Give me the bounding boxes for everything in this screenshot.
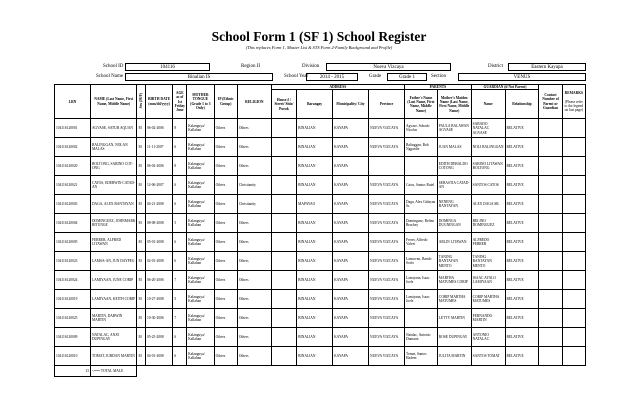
cell-ip: Others bbox=[214, 347, 237, 366]
col-municipality: Municipality/ City bbox=[333, 90, 369, 119]
cell-contact bbox=[539, 252, 562, 271]
cell-sex: M bbox=[137, 157, 145, 176]
cell-mother-tongue: Kalanguya/ Kallahan bbox=[187, 309, 214, 328]
cell-guardian-name: CORIP MARTHA MATUMES bbox=[471, 290, 505, 309]
cell-guardian-name: SABADO NATALAC AGVASE bbox=[471, 119, 505, 138]
table-row bbox=[55, 271, 586, 290]
cell-ip: Others bbox=[214, 195, 237, 214]
cell-sex: M bbox=[137, 195, 145, 214]
cell-mother: ARLIN LITAWAN bbox=[437, 233, 471, 252]
cell-remarks bbox=[562, 176, 585, 195]
table-row bbox=[55, 195, 586, 214]
cell-sex: M bbox=[137, 233, 145, 252]
cell-contact bbox=[539, 328, 562, 347]
col-birthdate: BIRTH DATE (mm/dd/yyyy) bbox=[145, 85, 172, 119]
cell-contact bbox=[539, 271, 562, 290]
col-remarks-label: REMARKS bbox=[564, 90, 583, 95]
cell-ip: Others bbox=[214, 252, 237, 271]
table-row bbox=[55, 328, 586, 347]
cell-lrn: 104116120010 bbox=[55, 347, 91, 366]
cell-mother-tongue: Kalanguya/ Kallahan bbox=[187, 119, 214, 138]
cell-religion: Christianity bbox=[237, 195, 271, 214]
cell-name: LAMIYAAN, KEITH CORIP bbox=[90, 290, 137, 309]
cell-sex: M bbox=[137, 290, 145, 309]
col-lrn: LRN bbox=[55, 85, 91, 119]
cell-mother-tongue: Kalanguya/ Kallahan bbox=[187, 290, 214, 309]
cell-contact bbox=[539, 309, 562, 328]
footer-arrow: <=== bbox=[91, 369, 101, 374]
cell-name: BALINGGAN, NOLAN MALAS bbox=[90, 138, 137, 157]
col-guardian: GUARDIAN (if Not Parent) bbox=[471, 85, 539, 90]
cell-remarks bbox=[562, 138, 585, 157]
cell-birthdate: 10-30-2006 bbox=[145, 309, 172, 328]
cell-province: NUEVA VIZCAYA bbox=[369, 195, 405, 214]
col-religion: RELIGION bbox=[237, 85, 271, 119]
table-row bbox=[55, 347, 586, 366]
cell-birthdate: 06-02-2006 bbox=[145, 157, 172, 176]
cell-father: Catos, Santos Ruiel bbox=[405, 176, 438, 195]
cell-age: 6 bbox=[173, 347, 187, 366]
cell-barangay: MAPAYAO bbox=[297, 195, 333, 214]
cell-mother-tongue: Kalanguya/ Kallahan bbox=[187, 157, 214, 176]
cell-relationship: RELATIVE bbox=[505, 233, 539, 252]
cell-lrn: 104116120004 bbox=[55, 214, 91, 233]
cell-municipality: KAYAPA bbox=[333, 309, 369, 328]
cell-mother-tongue: Kalanguya/ Kallahan bbox=[187, 214, 214, 233]
table-row bbox=[55, 119, 586, 138]
cell-relationship: RELATIVE bbox=[505, 271, 539, 290]
cell-name: DAGA, ALEX BANTAYAN bbox=[90, 195, 137, 214]
cell-ip: Others bbox=[214, 176, 237, 195]
cell-relationship: RELATIVE bbox=[505, 309, 539, 328]
cell-lrn: 104116120002 bbox=[55, 138, 91, 157]
division-field: Nueva Vizcaya bbox=[326, 63, 451, 71]
table-row bbox=[55, 176, 586, 195]
cell-sex: M bbox=[137, 271, 145, 290]
cell-father bbox=[405, 309, 438, 328]
cell-lrn: 104116120024 bbox=[55, 271, 91, 290]
cell-ip: Others bbox=[214, 138, 237, 157]
cell-religion: Others bbox=[237, 309, 271, 328]
col-contact: Contact Number of Parent or Guardian bbox=[539, 85, 562, 119]
cell-relationship: RELATIVE bbox=[505, 214, 539, 233]
cell-barangay: BINALIAN bbox=[297, 252, 333, 271]
cell-age: 6 bbox=[173, 176, 187, 195]
cell-house bbox=[271, 176, 296, 195]
form-title: School Form 1 (SF 1) School Register bbox=[211, 29, 427, 44]
cell-birthdate: 06-20-2006 bbox=[145, 271, 172, 290]
cell-father: Dominguez, Belino Bruckey bbox=[405, 214, 438, 233]
cell-lrn: 104116120021 bbox=[55, 176, 91, 195]
cell-father: Lamsa-an, Bando Sorfo bbox=[405, 252, 438, 271]
cell-contact bbox=[539, 138, 562, 157]
cell-province: NUEVA VIZCAYA bbox=[369, 328, 405, 347]
cell-father: Natalac, Antonio Dumaon bbox=[405, 328, 438, 347]
school-id-field: 104116 bbox=[125, 63, 210, 71]
cell-lrn: 104116120009 bbox=[55, 328, 91, 347]
cell-mother-tongue: Kalanguya/ Kallahan bbox=[187, 138, 214, 157]
cell-mother: JUAN MALAS bbox=[437, 138, 471, 157]
cell-ip: Others bbox=[214, 290, 237, 309]
footer-total-male bbox=[90, 366, 137, 377]
school-name-field: Binalian IS bbox=[125, 73, 273, 81]
cell-father: Lamiyaan, Isaac Joele bbox=[405, 290, 438, 309]
cell-name: NATALAC, ANJO DUPINGAY bbox=[90, 328, 137, 347]
cell-province: NUEVA VIZCAYA bbox=[369, 347, 405, 366]
cell-religion: Others bbox=[237, 290, 271, 309]
cell-municipality: KAYAPA bbox=[333, 119, 369, 138]
cell-remarks bbox=[562, 119, 585, 138]
cell-remarks bbox=[562, 271, 585, 290]
cell-guardian-name: BELINO DOMINGUEZ bbox=[471, 214, 505, 233]
cell-ip: Others bbox=[214, 214, 237, 233]
cell-father: Ferrer, Alfredo Valvet bbox=[405, 233, 438, 252]
form-subtitle: (This replaces Form 1, Master List & STS Form 2-Family Background and Profile) bbox=[245, 45, 393, 50]
cell-house bbox=[271, 195, 296, 214]
section-field: VENUS bbox=[458, 73, 586, 81]
school-year-field: 2014 - 2015 bbox=[306, 73, 358, 81]
cell-mother-tongue: Kalanguya/ Kallahan bbox=[187, 233, 214, 252]
col-sex bbox=[137, 85, 145, 119]
cell-province: NUEVA VIZCAYA bbox=[369, 119, 405, 138]
cell-father: Lamiyaan, Isaac Joele bbox=[405, 271, 438, 290]
cell-birthdate: 10-27-2008 bbox=[145, 290, 172, 309]
cell-municipality: KAYAPA bbox=[333, 233, 369, 252]
cell-barangay: BINALIAN bbox=[297, 214, 333, 233]
cell-father: Balinggan, Bob Nggardie bbox=[405, 138, 438, 157]
cell-age: 7 bbox=[173, 271, 187, 290]
cell-age: 7 bbox=[173, 309, 187, 328]
cell-age: 6 bbox=[173, 195, 187, 214]
cell-municipality: KAYAPA bbox=[333, 176, 369, 195]
cell-barangay: BINALIAN bbox=[297, 309, 333, 328]
cell-birthdate: 05-25-2008 bbox=[145, 328, 172, 347]
col-remarks bbox=[562, 85, 585, 119]
cell-birthdate: 05-01-2008 bbox=[145, 233, 172, 252]
cell-mother: EDITH DEBALDO COTONG bbox=[437, 157, 471, 176]
cell-lrn: 104116120005 bbox=[55, 233, 91, 252]
cell-sex: M bbox=[137, 176, 145, 195]
cell-ip: Others bbox=[214, 233, 237, 252]
cell-religion: Others bbox=[237, 328, 271, 347]
cell-house bbox=[271, 309, 296, 328]
cell-religion: Others bbox=[237, 214, 271, 233]
cell-remarks bbox=[562, 290, 585, 309]
cell-age: 5 bbox=[173, 214, 187, 233]
cell-mother-tongue: Kalanguya/ Kallahan bbox=[187, 176, 214, 195]
cell-guardian-name: NOLI BALINGGAN bbox=[471, 138, 505, 157]
cell-guardian-name: ANTONIO NATALAC bbox=[471, 328, 505, 347]
cell-name: TOMAT, JURDAN MARTIN bbox=[90, 347, 137, 366]
cell-mother: CORIP MARTHA MATUMES bbox=[437, 290, 471, 309]
cell-municipality: KAYAPA bbox=[333, 347, 369, 366]
cell-relationship: RELATIVE bbox=[505, 252, 539, 271]
col-house: House # / Street/ Sitio/ Purok bbox=[271, 90, 296, 119]
cell-relationship: RELATIVE bbox=[505, 119, 539, 138]
table-row bbox=[55, 309, 586, 328]
cell-contact bbox=[539, 290, 562, 309]
cell-birthdate: 12-06-2007 bbox=[145, 176, 172, 195]
cell-name: MARTIN, DARWIN MARTIN bbox=[90, 309, 137, 328]
cell-sex: M bbox=[137, 328, 145, 347]
cell-mother: PAULA BALAWAN AGVASE bbox=[437, 119, 471, 138]
cell-municipality: KAYAPA bbox=[333, 271, 369, 290]
grade-label: Grade bbox=[369, 74, 382, 79]
cell-lrn: 104116120020 bbox=[55, 157, 91, 176]
cell-mother-tongue: Kalanguya/ Kallahan bbox=[187, 252, 214, 271]
cell-contact bbox=[539, 176, 562, 195]
cell-lrn: 104116120003 bbox=[55, 195, 91, 214]
cell-name: FERRER, ALFRED LITAWAN bbox=[90, 233, 137, 252]
cell-relationship: RELATIVE bbox=[505, 176, 539, 195]
cell-ip: Others bbox=[214, 157, 237, 176]
cell-barangay: BINALIAN bbox=[297, 328, 333, 347]
table-row bbox=[55, 157, 586, 176]
grade-field: Grade 1 bbox=[387, 73, 427, 81]
cell-age: 5 bbox=[173, 290, 187, 309]
cell-province: NUEVA VIZCAYA bbox=[369, 176, 405, 195]
cell-house bbox=[271, 214, 296, 233]
cell-municipality: KAYAPA bbox=[333, 195, 369, 214]
cell-remarks bbox=[562, 309, 585, 328]
cell-birthdate: 04-01-2008 bbox=[145, 347, 172, 366]
table-header bbox=[55, 85, 586, 119]
col-name: NAME (Last Name, First Name, Middle Name) bbox=[90, 85, 137, 119]
cell-age: 8 bbox=[173, 119, 187, 138]
cell-mother: MARTHA MATUMES CORIP bbox=[437, 271, 471, 290]
cell-guardian-name: ALFREDO FERRER bbox=[471, 233, 505, 252]
cell-father: Daga, Alex Gidayan Sr. bbox=[405, 195, 438, 214]
cell-relationship: RELATIVE bbox=[505, 347, 539, 366]
cell-relationship: RELATIVE bbox=[505, 328, 539, 347]
cell-guardian-name: SANTOS TOMAT bbox=[471, 347, 505, 366]
cell-municipality: KAYAPA bbox=[333, 290, 369, 309]
cell-contact bbox=[539, 233, 562, 252]
cell-municipality: KAYAPA bbox=[333, 138, 369, 157]
cell-ip: Others bbox=[214, 328, 237, 347]
cell-mother: TANING BANTAYAN MENTO bbox=[437, 252, 471, 271]
district-field: Eastern Kayapa bbox=[508, 63, 586, 71]
cell-guardian-name: SABINO LITAWAN BOLTONG bbox=[471, 157, 505, 176]
cell-remarks bbox=[562, 195, 585, 214]
table-row bbox=[55, 138, 586, 157]
school-name-label: School Name bbox=[96, 74, 124, 79]
cell-contact bbox=[539, 347, 562, 366]
cell-father bbox=[405, 157, 438, 176]
footer-label: TOTAL MALE bbox=[100, 369, 124, 374]
cell-name: LAMSA-AN, JUN DAYPEG bbox=[90, 252, 137, 271]
col-age: AGE as of 1st Friday June bbox=[173, 85, 187, 119]
cell-remarks bbox=[562, 252, 585, 271]
cell-ip: Others bbox=[214, 119, 237, 138]
cell-relationship: RELATIVE bbox=[505, 195, 539, 214]
cell-name: DOMINGUEZ, JOHNMARK BITUNGE bbox=[90, 214, 137, 233]
cell-guardian-name: ALEX DAGA SR. bbox=[471, 195, 505, 214]
cell-remarks bbox=[562, 157, 585, 176]
cell-lrn: 104116120025 bbox=[55, 309, 91, 328]
cell-mother-tongue: Kalanguya/ Kallahan bbox=[187, 271, 214, 290]
cell-province: NUEVA VIZCAYA bbox=[369, 271, 405, 290]
cell-province: NUEVA VIZCAYA bbox=[369, 214, 405, 233]
cell-birthdate: 08-08-2008 bbox=[145, 214, 172, 233]
cell-mother: NENENG BANTAYAN bbox=[437, 195, 471, 214]
col-barangay: Barangay bbox=[297, 90, 333, 119]
cell-lrn: 104116120023 bbox=[55, 252, 91, 271]
district-label: District bbox=[488, 64, 503, 69]
cell-name: LAMIYAAN, JUNE CORIP bbox=[90, 271, 137, 290]
footer-count: 13 bbox=[55, 366, 91, 377]
cell-age: 6 bbox=[173, 328, 187, 347]
cell-birthdate: 04-21-2008 bbox=[145, 195, 172, 214]
cell-father: Tomat, Santos Hadem bbox=[405, 347, 438, 366]
cell-barangay: BINALIAN bbox=[297, 157, 333, 176]
col-mother-tongue: MOTHER TONGUE (Grade 1 to 3 Only) bbox=[187, 85, 214, 119]
cell-sex: M bbox=[137, 119, 145, 138]
region-label: Region II bbox=[241, 64, 261, 69]
cell-municipality: KAYAPA bbox=[333, 328, 369, 347]
col-guardian-name: Name bbox=[471, 90, 505, 119]
col-ip: IP (Ethnic Group) bbox=[214, 85, 237, 119]
cell-name: BOLTONG, SABINO COT-ONG bbox=[90, 157, 137, 176]
col-remarks-note: (Please refer to the legend on last page) bbox=[564, 99, 584, 113]
cell-relationship: RELATIVE bbox=[505, 290, 539, 309]
cell-sex: M bbox=[137, 252, 145, 271]
cell-age: 6 bbox=[173, 138, 187, 157]
school-id-label: School ID bbox=[103, 64, 124, 69]
col-parents: PARENTS bbox=[405, 85, 472, 90]
cell-guardian-name: FERNANDO MARTIN bbox=[471, 309, 505, 328]
cell-name: AGVASE, SATUR AQUAN bbox=[90, 119, 137, 138]
col-mother: Mother's Maiden Name (Last Name, First Name, Middle Name) bbox=[437, 90, 471, 119]
cell-guardian-name: TANING BANTAYAN MENTO bbox=[471, 252, 505, 271]
cell-relationship: RELATIVE bbox=[505, 138, 539, 157]
cell-religion: Others bbox=[237, 347, 271, 366]
cell-father: Agvase, Sobado Nicolas bbox=[405, 119, 438, 138]
cell-lrn: 104116120019 bbox=[55, 290, 91, 309]
cell-house bbox=[271, 119, 296, 138]
cell-remarks bbox=[562, 214, 585, 233]
table-row bbox=[55, 252, 586, 271]
cell-province: NUEVA VIZCAYA bbox=[369, 290, 405, 309]
cell-barangay: BINALIAN bbox=[297, 290, 333, 309]
cell-guardian-name: SANTOS CATOS bbox=[471, 176, 505, 195]
cell-mother: ROSE DUPINGAY bbox=[437, 328, 471, 347]
cell-house bbox=[271, 252, 296, 271]
table-body bbox=[55, 119, 586, 366]
cell-religion: Others bbox=[237, 252, 271, 271]
cell-contact bbox=[539, 195, 562, 214]
cell-religion: Others bbox=[237, 233, 271, 252]
cell-contact bbox=[539, 157, 562, 176]
cell-remarks bbox=[562, 347, 585, 366]
cell-mother-tongue: Kalanguya/ Kallahan bbox=[187, 328, 214, 347]
cell-relationship: RELATIVE bbox=[505, 157, 539, 176]
cell-remarks bbox=[562, 233, 585, 252]
cell-house bbox=[271, 328, 296, 347]
col-province: Province bbox=[369, 90, 405, 119]
cell-contact bbox=[539, 119, 562, 138]
cell-mother-tongue: Kalanguya/ Kallahan bbox=[187, 195, 214, 214]
cell-birthdate: 11-11-2007 bbox=[145, 138, 172, 157]
cell-contact bbox=[539, 214, 562, 233]
cell-municipality: KAYAPA bbox=[333, 157, 369, 176]
cell-mother: DOMINGA DUGNINGAN bbox=[437, 214, 471, 233]
register-table bbox=[54, 84, 586, 377]
table-row bbox=[55, 214, 586, 233]
cell-barangay: BINALIAN bbox=[297, 347, 333, 366]
cell-age: 6 bbox=[173, 252, 187, 271]
cell-barangay: BINALIAN bbox=[297, 176, 333, 195]
section-label: Section bbox=[431, 74, 446, 79]
col-relationship: Relationship bbox=[505, 90, 539, 119]
division-label: Division bbox=[302, 64, 320, 69]
cell-province: NUEVA VIZCAYA bbox=[369, 309, 405, 328]
cell-birthdate: 02-01-2008 bbox=[145, 252, 172, 271]
cell-sex: M bbox=[137, 138, 145, 157]
cell-guardian-name: ISAAC AYALO LAMIYAAN bbox=[471, 271, 505, 290]
cell-barangay: BINALIAN bbox=[297, 138, 333, 157]
cell-province: NUEVA VIZCAYA bbox=[369, 252, 405, 271]
cell-mother: LETTY MARTIN bbox=[437, 309, 471, 328]
cell-sex: M bbox=[137, 347, 145, 366]
cell-barangay: BINALIAN bbox=[297, 233, 333, 252]
cell-province: NUEVA VIZCAYA bbox=[369, 138, 405, 157]
cell-mother: JULITA MARTIN bbox=[437, 347, 471, 366]
cell-name: CATOS, EDERWIN CATAD-AN bbox=[90, 176, 137, 195]
cell-sex: M bbox=[137, 214, 145, 233]
cell-house bbox=[271, 290, 296, 309]
cell-barangay: BINALIAN bbox=[297, 119, 333, 138]
cell-birthdate: 06-02-2006 bbox=[145, 119, 172, 138]
cell-municipality: KAYAPA bbox=[333, 214, 369, 233]
footer-empty bbox=[137, 366, 586, 377]
cell-lrn: 104116120001 bbox=[55, 119, 91, 138]
cell-remarks bbox=[562, 328, 585, 347]
cell-province bbox=[369, 157, 405, 176]
cell-ip: Others bbox=[214, 271, 237, 290]
cell-age: 8 bbox=[173, 157, 187, 176]
cell-religion: Others bbox=[237, 119, 271, 138]
table-row bbox=[55, 290, 586, 309]
cell-sex: M bbox=[137, 309, 145, 328]
cell-barangay: BINALIAN bbox=[297, 271, 333, 290]
cell-house bbox=[271, 271, 296, 290]
col-address: ADDRESS bbox=[271, 85, 404, 90]
cell-house bbox=[271, 138, 296, 157]
school-year-label: School Year bbox=[284, 74, 309, 79]
cell-house bbox=[271, 157, 296, 176]
cell-religion: Others bbox=[237, 157, 271, 176]
cell-province: NUEVA VIZCAYA bbox=[369, 233, 405, 252]
col-sex-label: Sex (M/F) bbox=[138, 93, 143, 109]
cell-religion: Christianity bbox=[237, 176, 271, 195]
col-father: Father's Name (Last Name, First Name, Middle Name) bbox=[405, 90, 438, 119]
table-row bbox=[55, 233, 586, 252]
cell-ip: Others bbox=[214, 309, 237, 328]
cell-house bbox=[271, 233, 296, 252]
cell-house bbox=[271, 347, 296, 366]
cell-mother-tongue: Kalanguya/ Kallahan bbox=[187, 347, 214, 366]
cell-age: 6 bbox=[173, 233, 187, 252]
cell-religion: Others bbox=[237, 138, 271, 157]
cell-religion: Others bbox=[237, 271, 271, 290]
cell-mother: SEBASTIA CATAD-AN bbox=[437, 176, 471, 195]
cell-municipality: KAYAPA bbox=[333, 252, 369, 271]
